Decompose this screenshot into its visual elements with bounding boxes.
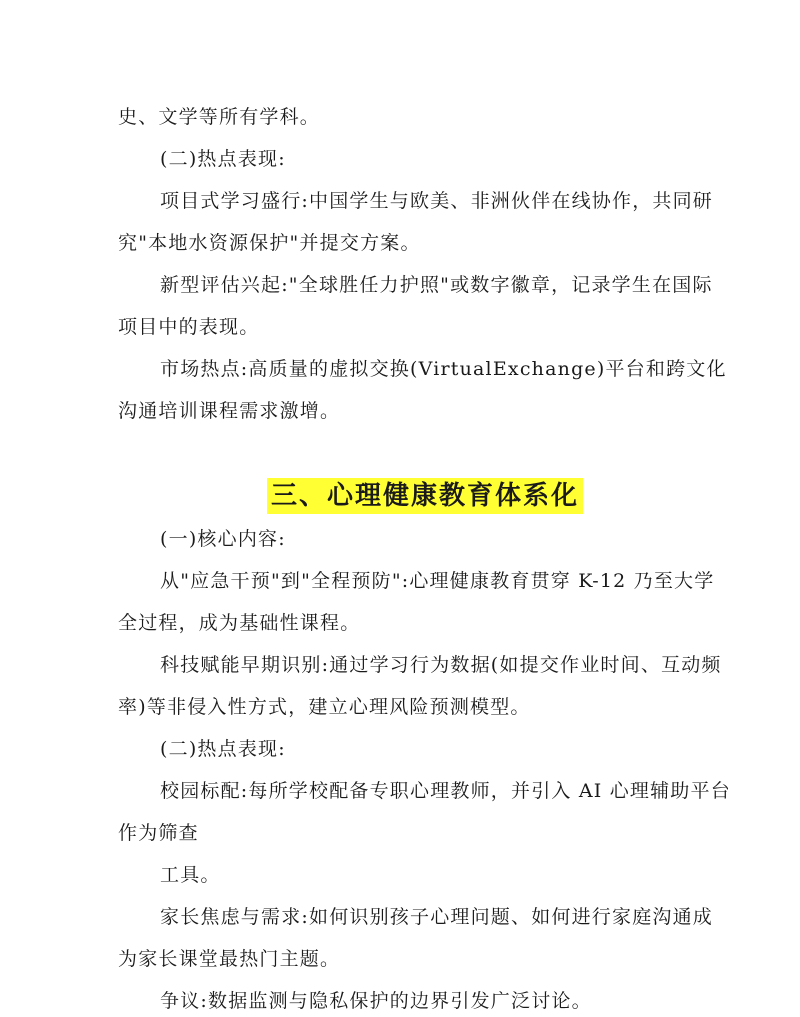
subsection-heading: (二)热点表现: [160, 738, 286, 760]
subsection-heading: (一)核心内容: [160, 528, 286, 550]
paragraph-line: 从"应急干预"到"全程预防":心理健康教育贯穿 K-12 乃至大学 [160, 570, 715, 592]
paragraph-line: 率)等非侵入性方式，建立心理风险预测模型。 [118, 696, 531, 718]
paragraph-line: 校园标配:每所学校配备专职心理教师，并引入 AI 心理辅助平台 [160, 780, 731, 802]
paragraph-line: 市场热点:高质量的虚拟交换(VirtualExchange)平台和跨文化 [160, 358, 727, 380]
paragraph-line: 全过程，成为基础性课程。 [118, 612, 361, 634]
paragraph-line: 为家长课堂最热门主题。 [118, 948, 341, 970]
paragraph-line: 科技赋能早期识别:通过学习行为数据(如提交作业时间、互动频 [160, 654, 722, 676]
paragraph-line: 工具。 [160, 864, 221, 886]
paragraph-line: 史、文学等所有学科。 [118, 106, 321, 128]
section-heading: 三、心理健康教育体系化 [267, 478, 583, 514]
paragraph-line: 争议:数据监测与隐私保护的边界引发广泛讨论。 [160, 990, 592, 1012]
paragraph-line: 家长焦虑与需求:如何识别孩子心理问题、如何进行家庭沟通成 [160, 906, 714, 928]
paragraph-line: 究"本地水资源保护"并提交方案。 [118, 232, 421, 254]
paragraph-line: 项目中的表现。 [118, 316, 260, 338]
paragraph-line: 沟通培训课程需求激增。 [118, 400, 341, 422]
paragraph-line: 项目式学习盛行:中国学生与欧美、非洲伙伴在线协作，共同研 [160, 190, 714, 212]
paragraph-line: 新型评估兴起:"全球胜任力护照"或数字徽章，记录学生在国际 [160, 274, 713, 296]
paragraph-line: 作为筛查 [118, 822, 199, 844]
section-heading-wrap [0, 478, 800, 514]
subsection-heading: (二)热点表现: [160, 148, 286, 170]
